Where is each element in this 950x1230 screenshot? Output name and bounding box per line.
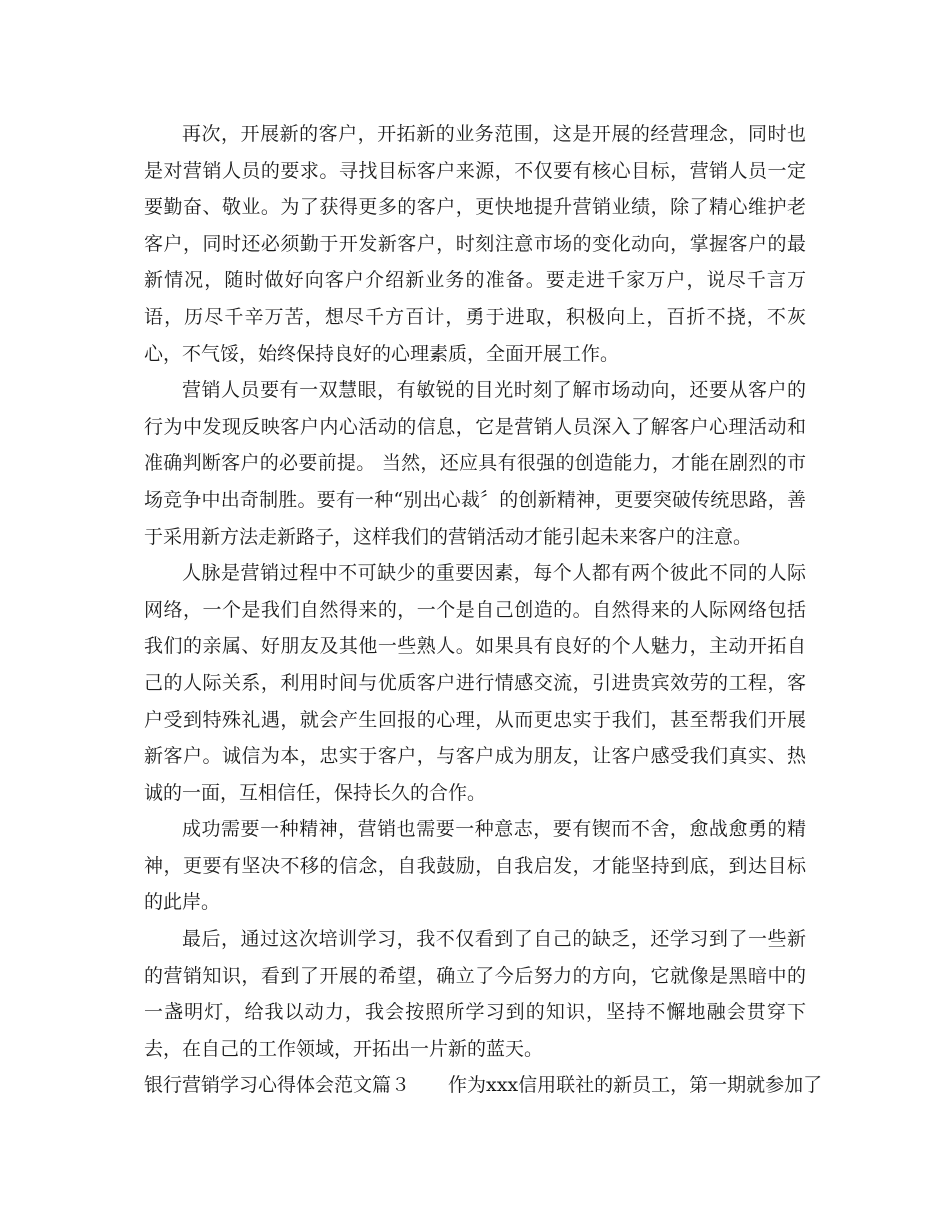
document-body: [144, 116, 823, 1104]
paragraph-perseverance: 成功需要一种精神，营销也需要一种意志，要有锲而不舍，愈战愈勇的精神，更要有坚决不移的信念，自我鼓励，自我启发，才能坚持到底，到达目标的此岸。: [144, 818, 806, 914]
paragraph-conclusion: 最后，通过这次培训学习，我不仅看到了自己的缺乏，还学习到了一些新的营销知识，看到了开展的希望，确立了今后努力的方向，它就像是黑暗中的一盏明灯，给我以动力，我会按照所学习到的知识，坚持不懈地融会贯穿下去，在自己的工作领域，开拓出一片新的蓝天。: [144, 928, 806, 1060]
next-article-line: 银行营销学习心得体会范文篇３ 作为xxx信用联社的新员工，第一期就参加了: [144, 1074, 823, 1097]
paragraph-sharp-eyes: 营销人员要有一双慧眼，有敏锐的目光时刻了解市场动向，还要从客户的行为中发现反映客户内心活动的信息，它是营销人员深入了解客户心理活动和准确判断客户的必要前提。 当然，还应具有很强的创造能力，才能在剧烈的市场竞争中出奇制胜。要有一种“别出心裁〞的创新精神，更要突破传统思路，善于采用新方法走新路子，这样我们的营销活动才能引起未来客户的注意。: [144, 379, 806, 548]
paragraph-new-customers: 再次，开展新的客户，开拓新的业务范围，这是开展的经营理念，同时也是对营销人员的要求。寻找目标客户来源，不仅要有核心目标，营销人员一定要勤奋、敬业。为了获得更多的客户，更快地提升营销业绩，除了精心维护老客户，同时还必须勤于开发新客户，时刻注意市场的变化动向，掌握客户的最新情况，随时做好向客户介绍新业务的准备。要走进千家万户，说尽千言万语，历尽千辛万苦，想尽千方百计，勇于进取，积极向上，百折不挠，不灰心，不气馁，始终保持良好的心理素质，全面开展工作。: [144, 123, 806, 365]
paragraph-network: 人脉是营销过程中不可缺少的重要因素，每个人都有两个彼此不同的人际网络，一个是我们自然得来的，一个是自己创造的。自然得来的人际网络包括我们的亲属、好朋友及其他一些熟人。如果具有良好的个人魅力，主动开拓自己的人际关系，利用时间与优质客户进行情感交流，引进贵宾效劳的工程，客户受到特殊礼遇，就会产生回报的心理，从而更忠实于我们，甚至帮我们开展新客户。诚信为本，忠实于客户，与客户成为朋友，让客户感受我们真实、热诚的一面，互相信任，保持长久的合作。: [144, 562, 806, 804]
